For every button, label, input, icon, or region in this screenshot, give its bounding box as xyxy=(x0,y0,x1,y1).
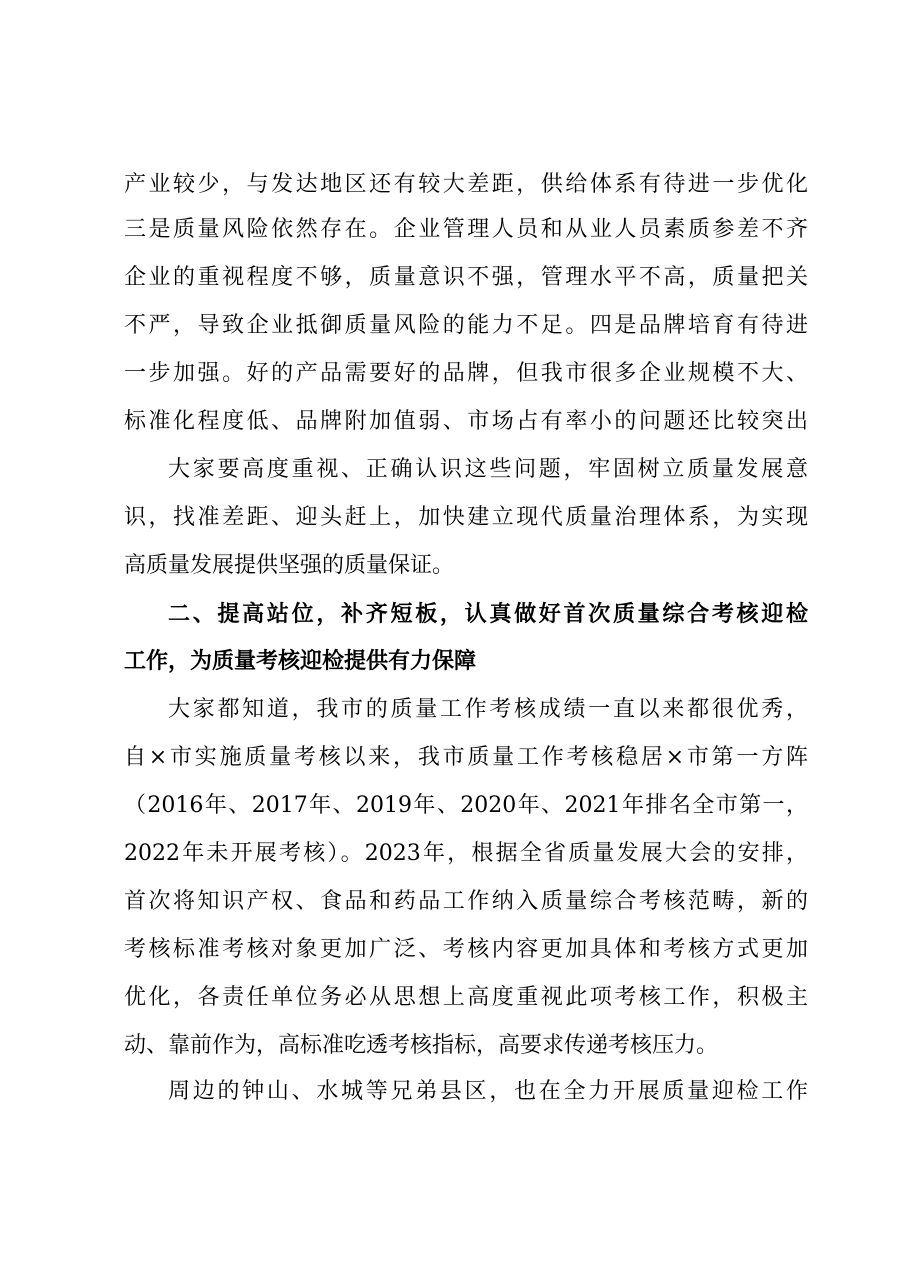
body-line: 自×市实施质量考核以来，我市质量工作考核稳居×市第一方阵 xyxy=(124,745,808,770)
body-line: 三是质量风险依然存在。企业管理人员和从业人员素质参差不齐 xyxy=(124,217,808,242)
body-line: 大家要高度重视、正确认识这些问题，牢固树立质量发展意 xyxy=(168,457,808,482)
body-line: 不严，导致企业抵御质量风险的能力不足。四是品牌培育有待进 xyxy=(124,313,808,338)
body-line: 高质量发展提供坚强的质量保证。 xyxy=(124,553,455,578)
body-line: 优化，各责任单位务必从思想上高度重视此项考核工作，积极主 xyxy=(124,985,808,1010)
body-line: 大家都知道，我市的质量工作考核成绩一直以来都很优秀， xyxy=(168,697,808,722)
body-line: 识，找准差距、迎头赶上，加快建立现代质量治理体系，为实现 xyxy=(124,505,808,530)
body-line: （2016年、2017年、2019年、2020年、2021年排名全市第一， xyxy=(124,793,808,818)
body-line: 2022年未开展考核）。2023年，根据全省质量发展大会的安排， xyxy=(124,841,808,866)
section-heading-line: 二、提高站位，补齐短板，认真做好首次质量综合考核迎检 xyxy=(168,602,808,627)
body-line: 企业的重视程度不够，质量意识不强，管理水平不高，质量把关 xyxy=(124,265,808,290)
body-line: 标准化程度低、品牌附加值弱、市场占有率小的问题还比较突出 xyxy=(124,409,808,434)
body-line: 一步加强。好的产品需要好的品牌，但我市很多企业规模不大、 xyxy=(124,361,808,386)
body-line: 首次将知识产权、食品和药品工作纳入质量综合考核范畴，新的 xyxy=(124,889,808,914)
body-line: 产业较少，与发达地区还有较大差距，供给体系有待进一步优化 xyxy=(124,172,808,197)
body-line: 动、靠前作为，高标准吃透考核指标，高要求传递考核压力。 xyxy=(124,1033,719,1058)
body-line: 周边的钟山、水城等兄弟县区，也在全力开展质量迎检工作 xyxy=(168,1079,808,1104)
body-line: 考核标准考核对象更加广泛、考核内容更加具体和考核方式更加 xyxy=(124,937,808,962)
section-heading-line: 工作，为质量考核迎检提供有力保障 xyxy=(124,649,477,674)
